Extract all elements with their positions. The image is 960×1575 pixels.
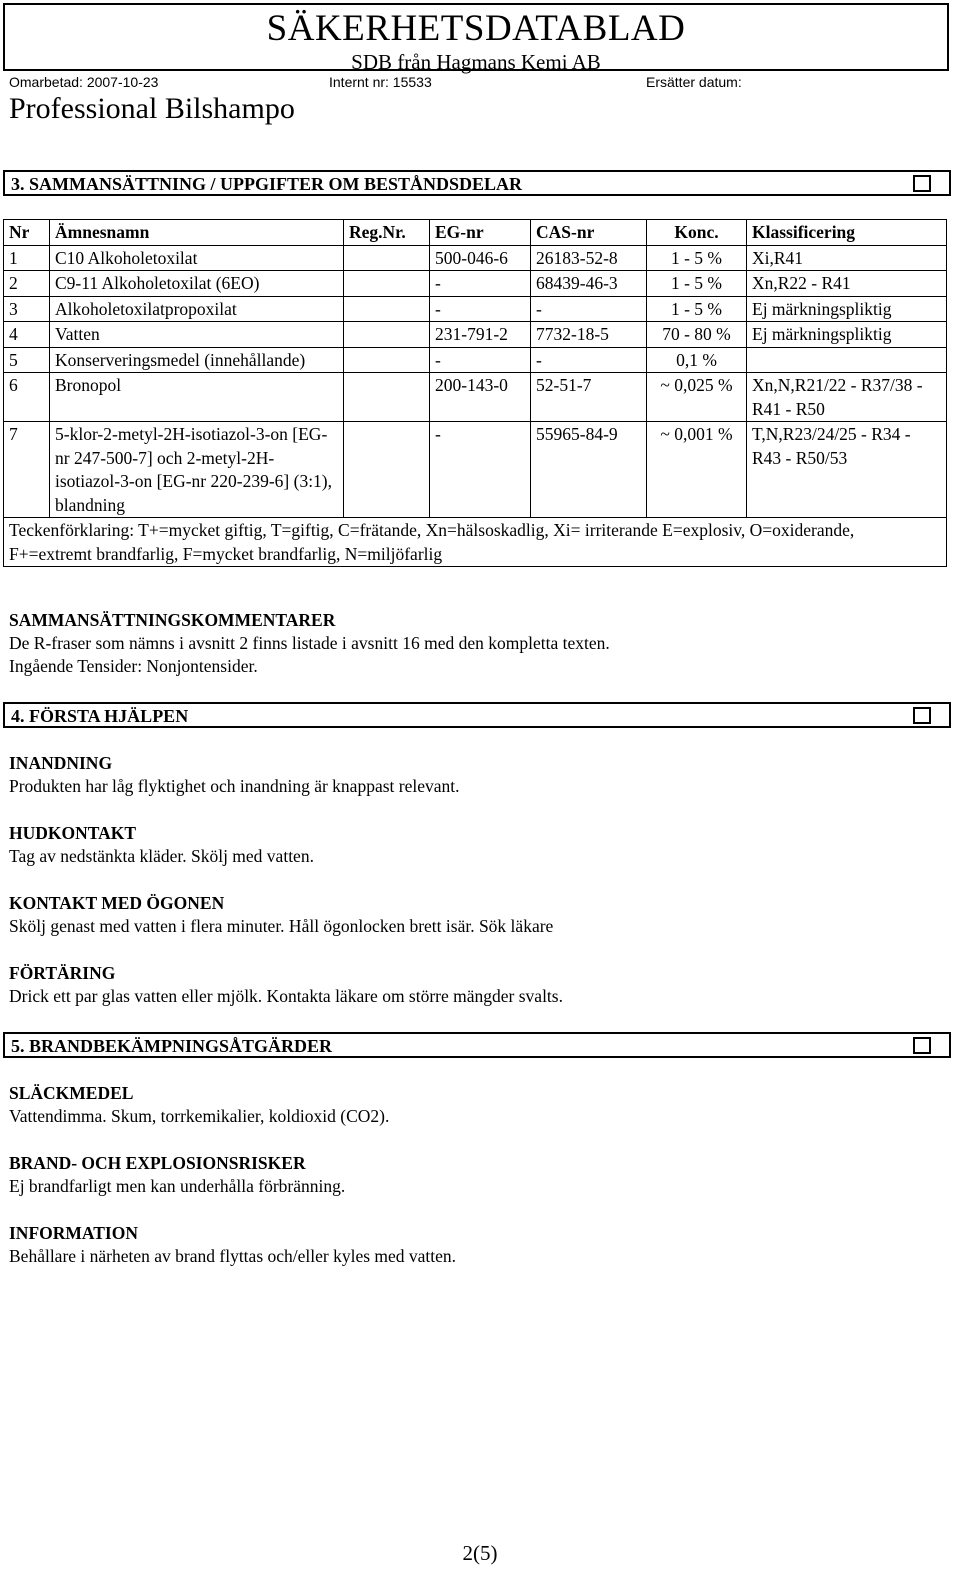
- table-row: [4, 347, 947, 373]
- subsection-text: Drick ett par glas vatten eller mjölk. Kontakta läkare om större mängder svalts.: [9, 986, 563, 1006]
- section-checkbox[interactable]: [913, 707, 931, 724]
- table-cell: [344, 271, 430, 297]
- table-cell: 5: [4, 347, 50, 373]
- first-aid-skin: [9, 822, 314, 868]
- table-cell: [344, 245, 430, 271]
- table-cell: 2: [4, 271, 50, 297]
- table-row: [4, 322, 947, 348]
- comments-text: Ingående Tensider: Nonjontensider.: [9, 656, 258, 676]
- document-title: SÄKERHETSDATABLAD: [266, 8, 686, 49]
- fire-explosion-risks: [9, 1152, 345, 1198]
- comments-heading: SAMMANSÄTTNINGSKOMMENTARER: [9, 610, 336, 630]
- subsection-text: Behållare i närheten av brand flyttas och/eller kyles med vatten.: [9, 1246, 457, 1266]
- table-cell: Vatten: [50, 322, 344, 348]
- table-cell: 68439-46-3: [531, 271, 647, 297]
- classification-legend: Teckenförklaring: T+=mycket giftig, T=giftig, C=frätande, Xn=hälsoskadlig, Xi= irriterande E=explosiv, O=oxiderande, F+=extremt brandfarlig, F=mycket brandfarlig, N=miljöfarlig: [4, 518, 947, 567]
- section-5-bar: [3, 1032, 951, 1058]
- fire-information: [9, 1222, 456, 1268]
- legend-row: [4, 518, 947, 567]
- section-3-title: 3. SAMMANSÄTTNING / UPPGIFTER OM BESTÅNDSDELAR: [11, 174, 523, 194]
- column-header: Ämnesnamn: [50, 220, 344, 246]
- column-header: Konc.: [647, 220, 747, 246]
- table-cell: -: [531, 347, 647, 373]
- table-cell: Xi,R41: [747, 245, 947, 271]
- table-cell: [747, 347, 947, 373]
- table-cell: 0,1 %: [647, 347, 747, 373]
- subsection-heading: KONTAKT MED ÖGONEN: [9, 893, 225, 913]
- first-aid-eyes: [9, 892, 553, 938]
- column-header: EG-nr: [430, 220, 531, 246]
- table-cell: 1 - 5 %: [647, 296, 747, 322]
- table-row: [4, 271, 947, 297]
- composition-comments: [9, 609, 610, 678]
- section-checkbox[interactable]: [913, 175, 931, 192]
- table-cell: Xn,R22 - R41: [747, 271, 947, 297]
- table-cell: ~ 0,001 %: [647, 422, 747, 518]
- table-cell: T,N,R23/24/25 - R34 - R43 - R50/53: [747, 422, 947, 518]
- table-cell: 7732-18-5: [531, 322, 647, 348]
- column-header: Klassificering: [747, 220, 947, 246]
- table-cell: 55965-84-9: [531, 422, 647, 518]
- document-subtitle: SDB från Hagmans Kemi AB: [351, 50, 601, 74]
- table-cell: Bronopol: [50, 373, 344, 422]
- product-name: Professional Bilshampo: [9, 92, 295, 125]
- subsection-text: Vattendimma. Skum, torrkemikalier, koldioxid (CO2).: [9, 1106, 390, 1126]
- subsection-heading: BRAND- OCH EXPLOSIONSRISKER: [9, 1153, 306, 1173]
- subsection-heading: SLÄCKMEDEL: [9, 1083, 134, 1103]
- table-cell: Xn,N,R21/22 - R37/38 - R41 - R50: [747, 373, 947, 422]
- table-cell: 4: [4, 322, 50, 348]
- table-cell: -: [430, 296, 531, 322]
- table-row: [4, 422, 947, 518]
- section-4-title: 4. FÖRSTA HJÄLPEN: [11, 706, 189, 726]
- table-cell: C10 Alkoholetoxilat: [50, 245, 344, 271]
- table-cell: [344, 322, 430, 348]
- table-cell: 1 - 5 %: [647, 245, 747, 271]
- section-checkbox[interactable]: [913, 1037, 931, 1054]
- table-cell: 52-51-7: [531, 373, 647, 422]
- subsection-text: Produkten har låg flyktighet och inandning är knappast relevant.: [9, 776, 460, 796]
- table-cell: 1: [4, 245, 50, 271]
- comments-text: De R-fraser som nämns i avsnitt 2 finns listade i avsnitt 16 med den kompletta texten.: [9, 633, 610, 653]
- subsection-heading: INFORMATION: [9, 1223, 138, 1243]
- extinguishing-media: [9, 1082, 389, 1128]
- subsection-text: Skölj genast med vatten i flera minuter. Håll ögonlocken brett isär. Sök läkare: [9, 916, 554, 936]
- table-header-row: [4, 220, 947, 246]
- section-5-title: 5. BRANDBEKÄMPNINGSÅTGÄRDER: [11, 1036, 333, 1056]
- first-aid-inhalation: [9, 752, 460, 798]
- table-cell: -: [430, 422, 531, 518]
- internal-number: Internt nr: 15533: [329, 74, 432, 90]
- first-aid-ingestion: [9, 962, 563, 1008]
- table-cell: -: [430, 271, 531, 297]
- table-cell: -: [430, 347, 531, 373]
- page-number: 2(5): [462, 1541, 498, 1565]
- section-3-bar: [3, 170, 951, 196]
- table-cell: C9-11 Alkoholetoxilat (6EO): [50, 271, 344, 297]
- replaces-date: Ersätter datum:: [646, 74, 742, 90]
- section-4-bar: [3, 702, 951, 728]
- table-cell: Konserveringsmedel (innehållande): [50, 347, 344, 373]
- table-cell: [344, 422, 430, 518]
- table-cell: 200-143-0: [430, 373, 531, 422]
- table-cell: 7: [4, 422, 50, 518]
- table-row: [4, 373, 947, 422]
- table-cell: -: [531, 296, 647, 322]
- composition-table: [3, 219, 947, 567]
- table-cell: ~ 0,025 %: [647, 373, 747, 422]
- table-cell: 3: [4, 296, 50, 322]
- column-header: CAS-nr: [531, 220, 647, 246]
- subsection-heading: INANDNING: [9, 753, 113, 773]
- table-cell: [344, 373, 430, 422]
- subsection-text: Ej brandfarligt men kan underhålla förbränning.: [9, 1176, 346, 1196]
- table-cell: 1 - 5 %: [647, 271, 747, 297]
- column-header: Reg.Nr.: [344, 220, 430, 246]
- column-header: Nr: [4, 220, 50, 246]
- table-cell: 500-046-6: [430, 245, 531, 271]
- subsection-heading: FÖRTÄRING: [9, 963, 116, 983]
- subsection-text: Tag av nedstänkta kläder. Skölj med vatten.: [9, 846, 314, 866]
- document-header: [3, 3, 949, 74]
- table-cell: 70 - 80 %: [647, 322, 747, 348]
- table-cell: [344, 347, 430, 373]
- revised-date: Omarbetad: 2007-10-23: [9, 74, 159, 90]
- table-cell: Ej märkningspliktig: [747, 322, 947, 348]
- subsection-heading: HUDKONTAKT: [9, 823, 137, 843]
- table-cell: 6: [4, 373, 50, 422]
- table-cell: Ej märkningspliktig: [747, 296, 947, 322]
- table-cell: 26183-52-8: [531, 245, 647, 271]
- table-cell: 231-791-2: [430, 322, 531, 348]
- table-row: [4, 296, 947, 322]
- table-row: [4, 245, 947, 271]
- table-cell: 5-klor-2-metyl-2H-isotiazol-3-on [EG-nr 247-500-7] och 2-metyl-2H-isotiazol-3-on [EG-nr 220-239-6] (3:1), blandning: [50, 422, 344, 518]
- table-cell: [344, 296, 430, 322]
- table-cell: Alkoholetoxilatpropoxilat: [50, 296, 344, 322]
